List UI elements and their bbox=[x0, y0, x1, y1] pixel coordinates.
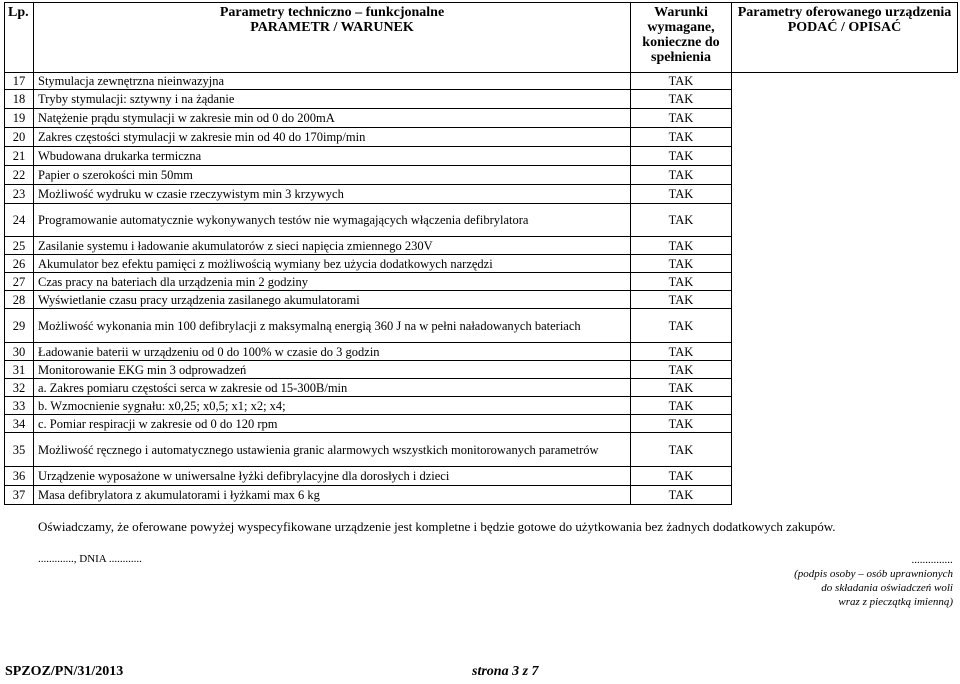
row-requirement: TAK bbox=[631, 166, 732, 185]
table-row bbox=[5, 255, 958, 273]
row-description: Akumulator bez efektu pamięci z możliwością wymiany bez użycia dodatkowych narzędzi bbox=[34, 255, 631, 273]
row-number: 31 bbox=[5, 361, 34, 379]
specification-table bbox=[4, 2, 958, 505]
row-number: 23 bbox=[5, 185, 34, 204]
row-requirement: TAK bbox=[631, 273, 732, 291]
row-number: 34 bbox=[5, 415, 34, 433]
row-requirement: TAK bbox=[631, 109, 732, 128]
row-number: 26 bbox=[5, 255, 34, 273]
row-description: Wyświetlanie czasu pracy urządzenia zasilanego akumulatorami bbox=[34, 291, 631, 309]
row-description: c. Pomiar respiracji w zakresie od 0 do 120 rpm bbox=[34, 415, 631, 433]
table-row bbox=[5, 166, 958, 185]
header-required-line2: wymagane, bbox=[647, 20, 715, 35]
row-requirement: TAK bbox=[631, 147, 732, 166]
header-row bbox=[5, 3, 958, 73]
row-number: 25 bbox=[5, 237, 34, 255]
row-requirement: TAK bbox=[631, 237, 732, 255]
table-row bbox=[5, 273, 958, 291]
header-required-line3: konieczne do bbox=[642, 35, 720, 50]
row-description: Wbudowana drukarka termiczna bbox=[34, 147, 631, 166]
header-required-line4: spełnienia bbox=[651, 50, 711, 65]
table-row bbox=[5, 397, 958, 415]
row-requirement: TAK bbox=[631, 343, 732, 361]
row-description: Urządzenie wyposażone w uniwersalne łyżki defibrylacyjne dla dorosłych i dzieci bbox=[34, 467, 631, 486]
row-requirement: TAK bbox=[631, 397, 732, 415]
table-row bbox=[5, 467, 958, 486]
row-number: 19 bbox=[5, 109, 34, 128]
row-number: 27 bbox=[5, 273, 34, 291]
table-body bbox=[5, 73, 958, 505]
row-number: 33 bbox=[5, 397, 34, 415]
signature-dots: ............... bbox=[911, 554, 953, 566]
header-parameters-line1: Parametry techniczno – funkcjonalne bbox=[219, 5, 445, 20]
row-requirement: TAK bbox=[631, 73, 732, 90]
row-number: 29 bbox=[5, 309, 34, 343]
row-requirement: TAK bbox=[631, 291, 732, 309]
table-row bbox=[5, 128, 958, 147]
row-requirement: TAK bbox=[631, 415, 732, 433]
row-number: 32 bbox=[5, 379, 34, 397]
row-description: Ładowanie baterii w urządzeniu od 0 do 100% w czasie do 3 godzin bbox=[34, 343, 631, 361]
signature-caption-line3: wraz z pieczątką imienną) bbox=[838, 596, 953, 608]
table-row bbox=[5, 147, 958, 166]
table-row bbox=[5, 73, 958, 90]
row-description: Programowanie automatycznie wykonywanych testów nie wymagających włączenia defibrylatora bbox=[34, 204, 631, 237]
page-number: strona 3 z 7 bbox=[472, 664, 539, 679]
table-row bbox=[5, 90, 958, 109]
header-lp: Lp. bbox=[5, 3, 34, 73]
row-requirement: TAK bbox=[631, 361, 732, 379]
signature-caption-line1: (podpis osoby – osób uprawnionych bbox=[794, 568, 953, 580]
row-requirement: TAK bbox=[631, 309, 732, 343]
document-reference: SPZOZ/PN/31/2013 bbox=[5, 664, 124, 679]
row-description: Zasilanie systemu i ładowanie akumulatorów z sieci napięcia zmiennego 230V bbox=[34, 237, 631, 255]
signature-caption-line2: do składania oświadczeń woli bbox=[821, 582, 953, 594]
declaration-statement: Oświadczamy, że oferowane powyżej wyspecyfikowane urządzenie jest kompletne i będzie gotowe do użytkowania bez żadnych dodatkowych zakupów. bbox=[38, 519, 836, 534]
row-description: Możliwość wydruku w czasie rzeczywistym min 3 krzywych bbox=[34, 185, 631, 204]
row-number: 36 bbox=[5, 467, 34, 486]
row-number: 28 bbox=[5, 291, 34, 309]
row-description: a. Zakres pomiaru częstości serca w zakresie od 15-300B/min bbox=[34, 379, 631, 397]
row-number: 21 bbox=[5, 147, 34, 166]
row-description: Tryby stymulacji: sztywny i na żądanie bbox=[34, 90, 631, 109]
table-row bbox=[5, 361, 958, 379]
header-offered-line1: Parametry oferowanego urządzenia bbox=[737, 5, 952, 20]
row-requirement: TAK bbox=[631, 90, 732, 109]
row-number: 20 bbox=[5, 128, 34, 147]
row-description: Papier o szerokości min 50mm bbox=[34, 166, 631, 185]
row-description: Monitorowanie EKG min 3 odprowadzeń bbox=[34, 361, 631, 379]
row-number: 24 bbox=[5, 204, 34, 237]
row-description: Możliwość ręcznego i automatycznego ustawienia granic alarmowych wszystkich monitorowanych parametrów bbox=[34, 433, 631, 467]
row-number: 18 bbox=[5, 90, 34, 109]
row-number: 22 bbox=[5, 166, 34, 185]
row-description: Natężenie prądu stymulacji w zakresie min od 0 do 200mA bbox=[34, 109, 631, 128]
row-description: Masa defibrylatora z akumulatorami i łyżkami max 6 kg bbox=[34, 486, 631, 505]
table-row bbox=[5, 343, 958, 361]
row-number: 35 bbox=[5, 433, 34, 467]
row-requirement: TAK bbox=[631, 255, 732, 273]
row-number: 30 bbox=[5, 343, 34, 361]
row-number: 17 bbox=[5, 73, 34, 90]
header-parameters-line2: PARAMETR / WARUNEK bbox=[250, 20, 414, 35]
row-description: Możliwość wykonania min 100 defibrylacji z maksymalną energią 360 J na w pełni naładowanych bateriach bbox=[34, 309, 631, 343]
row-requirement: TAK bbox=[631, 379, 732, 397]
header-parameters bbox=[34, 3, 631, 73]
table-row bbox=[5, 433, 958, 467]
place-date-line: ............., DNIA ............ bbox=[38, 553, 142, 565]
table-row bbox=[5, 109, 958, 128]
row-number: 37 bbox=[5, 486, 34, 505]
row-requirement: TAK bbox=[631, 185, 732, 204]
row-description: b. Wzmocnienie sygnału: x0,25; x0,5; x1; x2; x4; bbox=[34, 397, 631, 415]
header-required bbox=[631, 3, 732, 73]
signature-block bbox=[745, 553, 953, 609]
table-row bbox=[5, 486, 958, 505]
row-requirement: TAK bbox=[631, 433, 732, 467]
row-description: Czas pracy na bateriach dla urządzenia min 2 godziny bbox=[34, 273, 631, 291]
header-offered bbox=[732, 3, 958, 73]
table-row bbox=[5, 204, 958, 237]
row-requirement: TAK bbox=[631, 467, 732, 486]
header-offered-line2: PODAĆ / OPISAĆ bbox=[787, 20, 902, 35]
row-requirement: TAK bbox=[631, 204, 732, 237]
row-requirement: TAK bbox=[631, 486, 732, 505]
row-description: Stymulacja zewnętrzna nieinwazyjna bbox=[34, 73, 631, 90]
table-row bbox=[5, 291, 958, 309]
table-row bbox=[5, 379, 958, 397]
table-row bbox=[5, 237, 958, 255]
row-requirement: TAK bbox=[631, 128, 732, 147]
header-required-line1: Warunki bbox=[654, 5, 708, 20]
table-row bbox=[5, 415, 958, 433]
row-description: Zakres częstości stymulacji w zakresie min od 40 do 170imp/min bbox=[34, 128, 631, 147]
table-row bbox=[5, 309, 958, 343]
table-row bbox=[5, 185, 958, 204]
